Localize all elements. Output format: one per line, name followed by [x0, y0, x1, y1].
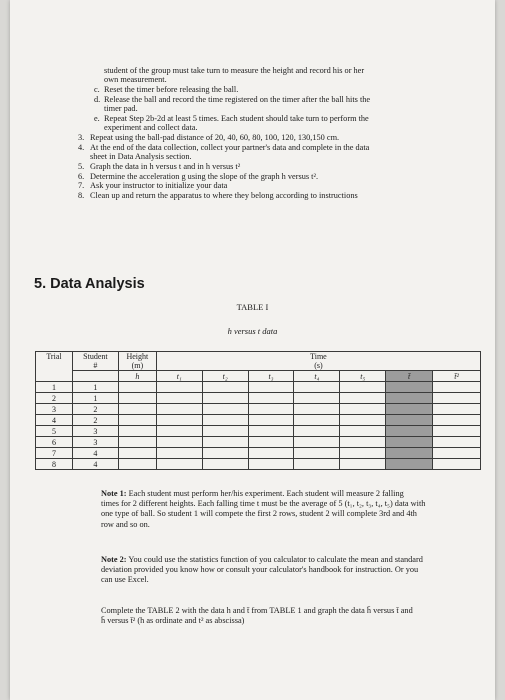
cell-t2[interactable]	[202, 404, 248, 415]
cell-t-mean[interactable]	[386, 404, 433, 415]
cell-t2[interactable]	[202, 393, 248, 404]
cell-t5[interactable]	[340, 426, 386, 437]
cell-trial[interactable]: 5	[36, 426, 73, 437]
cell-height[interactable]	[118, 448, 156, 459]
note-2: Note 2: You could use the statistics function of you calculator to calculate the mean and standard deviation provided you know how or consult your calculator's handbook for instruction. Or you can use Excel.	[101, 555, 423, 585]
table-row	[36, 437, 481, 448]
header-time: Time (s)	[156, 352, 480, 371]
document-page	[10, 0, 495, 700]
cell-t1[interactable]	[156, 393, 202, 404]
header-t-mean: t̄	[386, 371, 433, 382]
procedure-line: own measurement.	[104, 75, 167, 84]
procedure-line: c. Reset the timer before releasing the ball.	[94, 85, 239, 94]
cell-t-mean-squared[interactable]	[433, 426, 481, 437]
cell-trial[interactable]: 4	[36, 415, 73, 426]
cell-t-mean-squared[interactable]	[433, 415, 481, 426]
cell-t4[interactable]	[294, 382, 340, 393]
cell-t-mean[interactable]	[386, 426, 433, 437]
section-title: 5. Data Analysis	[34, 276, 145, 292]
cell-trial[interactable]: 2	[36, 393, 73, 404]
cell-t5[interactable]	[340, 459, 386, 470]
cell-t-mean[interactable]	[386, 415, 433, 426]
data-table	[35, 351, 481, 470]
table-row	[36, 448, 481, 459]
cell-t-mean-squared[interactable]	[433, 448, 481, 459]
header-t5: t₅	[340, 371, 386, 382]
table-row	[36, 415, 481, 426]
table-subtitle: h versus t data	[227, 326, 278, 336]
cell-t1[interactable]	[156, 404, 202, 415]
table-row	[36, 382, 481, 393]
procedure-line: student of the group must take turn to measure the height and record his or her	[104, 66, 365, 75]
procedure-line: e. Repeat Step 2b-2d at least 5 times. Each student should take turn to perform the	[94, 114, 369, 123]
cell-t5[interactable]	[340, 393, 386, 404]
complete-instructions: Complete the TABLE 2 with the data h and t̄ from TABLE 1 and graph the data h̄ versus t̄ and h̄ versus t̄² (h as ordinate and t² as abscissa)	[101, 606, 413, 626]
cell-t3[interactable]	[248, 404, 294, 415]
cell-t5[interactable]	[340, 437, 386, 448]
cell-t1[interactable]	[156, 382, 202, 393]
cell-t2[interactable]	[202, 426, 248, 437]
cell-t1[interactable]	[156, 448, 202, 459]
cell-t3[interactable]	[248, 437, 294, 448]
cell-t1[interactable]	[156, 459, 202, 470]
procedure-line: sheet in Data Analysis section.	[90, 152, 192, 161]
cell-t1[interactable]	[156, 415, 202, 426]
header-t3: t₃	[248, 371, 294, 382]
header-height-symbol: h	[118, 371, 156, 382]
cell-t5[interactable]	[340, 382, 386, 393]
header-t4: t₄	[294, 371, 340, 382]
cell-student[interactable]: 4	[72, 448, 118, 459]
cell-student[interactable]: 2	[72, 415, 118, 426]
cell-t5[interactable]	[340, 415, 386, 426]
cell-height[interactable]	[118, 382, 156, 393]
cell-trial[interactable]: 8	[36, 459, 73, 470]
table-row	[36, 404, 481, 415]
cell-t3[interactable]	[248, 415, 294, 426]
cell-height[interactable]	[118, 415, 156, 426]
cell-t3[interactable]	[248, 426, 294, 437]
cell-t-mean-squared[interactable]	[433, 382, 481, 393]
cell-t4[interactable]	[294, 393, 340, 404]
cell-trial[interactable]: 3	[36, 404, 73, 415]
cell-trial[interactable]: 1	[36, 382, 73, 393]
cell-t3[interactable]	[248, 382, 294, 393]
cell-student[interactable]: 1	[72, 393, 118, 404]
header-student-blank	[72, 371, 118, 382]
header-trial: Trial	[36, 352, 73, 382]
procedure-line: experiment and collect data.	[104, 123, 198, 132]
cell-student[interactable]: 4	[72, 459, 118, 470]
cell-t-mean-squared[interactable]	[433, 459, 481, 470]
cell-t3[interactable]	[248, 459, 294, 470]
cell-t-mean[interactable]	[386, 382, 433, 393]
cell-t2[interactable]	[202, 415, 248, 426]
cell-student[interactable]: 3	[72, 426, 118, 437]
cell-height[interactable]	[118, 437, 156, 448]
cell-t4[interactable]	[294, 459, 340, 470]
cell-t4[interactable]	[294, 437, 340, 448]
cell-height[interactable]	[118, 459, 156, 470]
procedure-line: 3. Repeat using the ball-pad distance of 20, 40, 60, 80, 100, 120, 130,150 cm.	[78, 133, 340, 142]
cell-student[interactable]: 2	[72, 404, 118, 415]
table-row	[36, 426, 481, 437]
cell-height[interactable]	[118, 404, 156, 415]
procedure-line: 4. At the end of the data collection, collect your partner's data and complete in the data	[78, 143, 370, 152]
procedure-line: d. Release the ball and record the time registered on the timer after the ball hits the	[94, 95, 371, 104]
cell-t5[interactable]	[340, 404, 386, 415]
cell-t2[interactable]	[202, 437, 248, 448]
header-t1: t₁	[156, 371, 202, 382]
cell-t4[interactable]	[294, 415, 340, 426]
procedure-line: 6. Determine the acceleration g using the slope of the graph h versus t².	[78, 172, 319, 181]
cell-t-mean-squared[interactable]	[433, 393, 481, 404]
cell-t3[interactable]	[248, 393, 294, 404]
header-student: Student #	[72, 352, 118, 371]
cell-t4[interactable]	[294, 426, 340, 437]
cell-t2[interactable]	[202, 382, 248, 393]
cell-t3[interactable]	[248, 448, 294, 459]
cell-t4[interactable]	[294, 404, 340, 415]
header-t2: t₂	[202, 371, 248, 382]
table-row	[36, 393, 481, 404]
header-height: Height (m)	[118, 352, 156, 371]
cell-t2[interactable]	[202, 448, 248, 459]
procedure-line: 8. Clean up and return the apparatus to where they belong according to instructions	[78, 191, 358, 200]
cell-student[interactable]: 1	[72, 382, 118, 393]
cell-t-mean[interactable]	[386, 393, 433, 404]
procedure-line: timer pad.	[104, 104, 138, 113]
cell-t1[interactable]	[156, 437, 202, 448]
cell-t-mean[interactable]	[386, 448, 433, 459]
procedure-line: 7. Ask your instructor to initialize your data	[78, 181, 228, 190]
cell-height[interactable]	[118, 426, 156, 437]
cell-t-mean-squared[interactable]	[433, 404, 481, 415]
cell-t-mean[interactable]	[386, 459, 433, 470]
cell-student[interactable]: 3	[72, 437, 118, 448]
cell-t2[interactable]	[202, 459, 248, 470]
note-1: Note 1: Each student must perform her/his experiment. Each student will measure 2 falling times for 2 different heights. Each falling time t must be the average of 5 (t₁, t₂, t₃, t₄, t₅) data with one type of ball. So student 1 will compete the first 2 rows, student 2 will complete 3rd and 4th row and so on.	[101, 489, 426, 529]
cell-height[interactable]	[118, 393, 156, 404]
cell-trial[interactable]: 7	[36, 448, 73, 459]
header-t-mean-squared: t̄²	[433, 371, 481, 382]
cell-t-mean[interactable]	[386, 437, 433, 448]
cell-t5[interactable]	[340, 448, 386, 459]
procedure-line: 5. Graph the data in h versus t and in h versus t²	[78, 162, 241, 171]
table-row	[36, 459, 481, 470]
cell-trial[interactable]: 6	[36, 437, 73, 448]
cell-t4[interactable]	[294, 448, 340, 459]
table-title: TABLE I	[236, 302, 269, 312]
cell-t1[interactable]	[156, 426, 202, 437]
cell-t-mean-squared[interactable]	[433, 437, 481, 448]
